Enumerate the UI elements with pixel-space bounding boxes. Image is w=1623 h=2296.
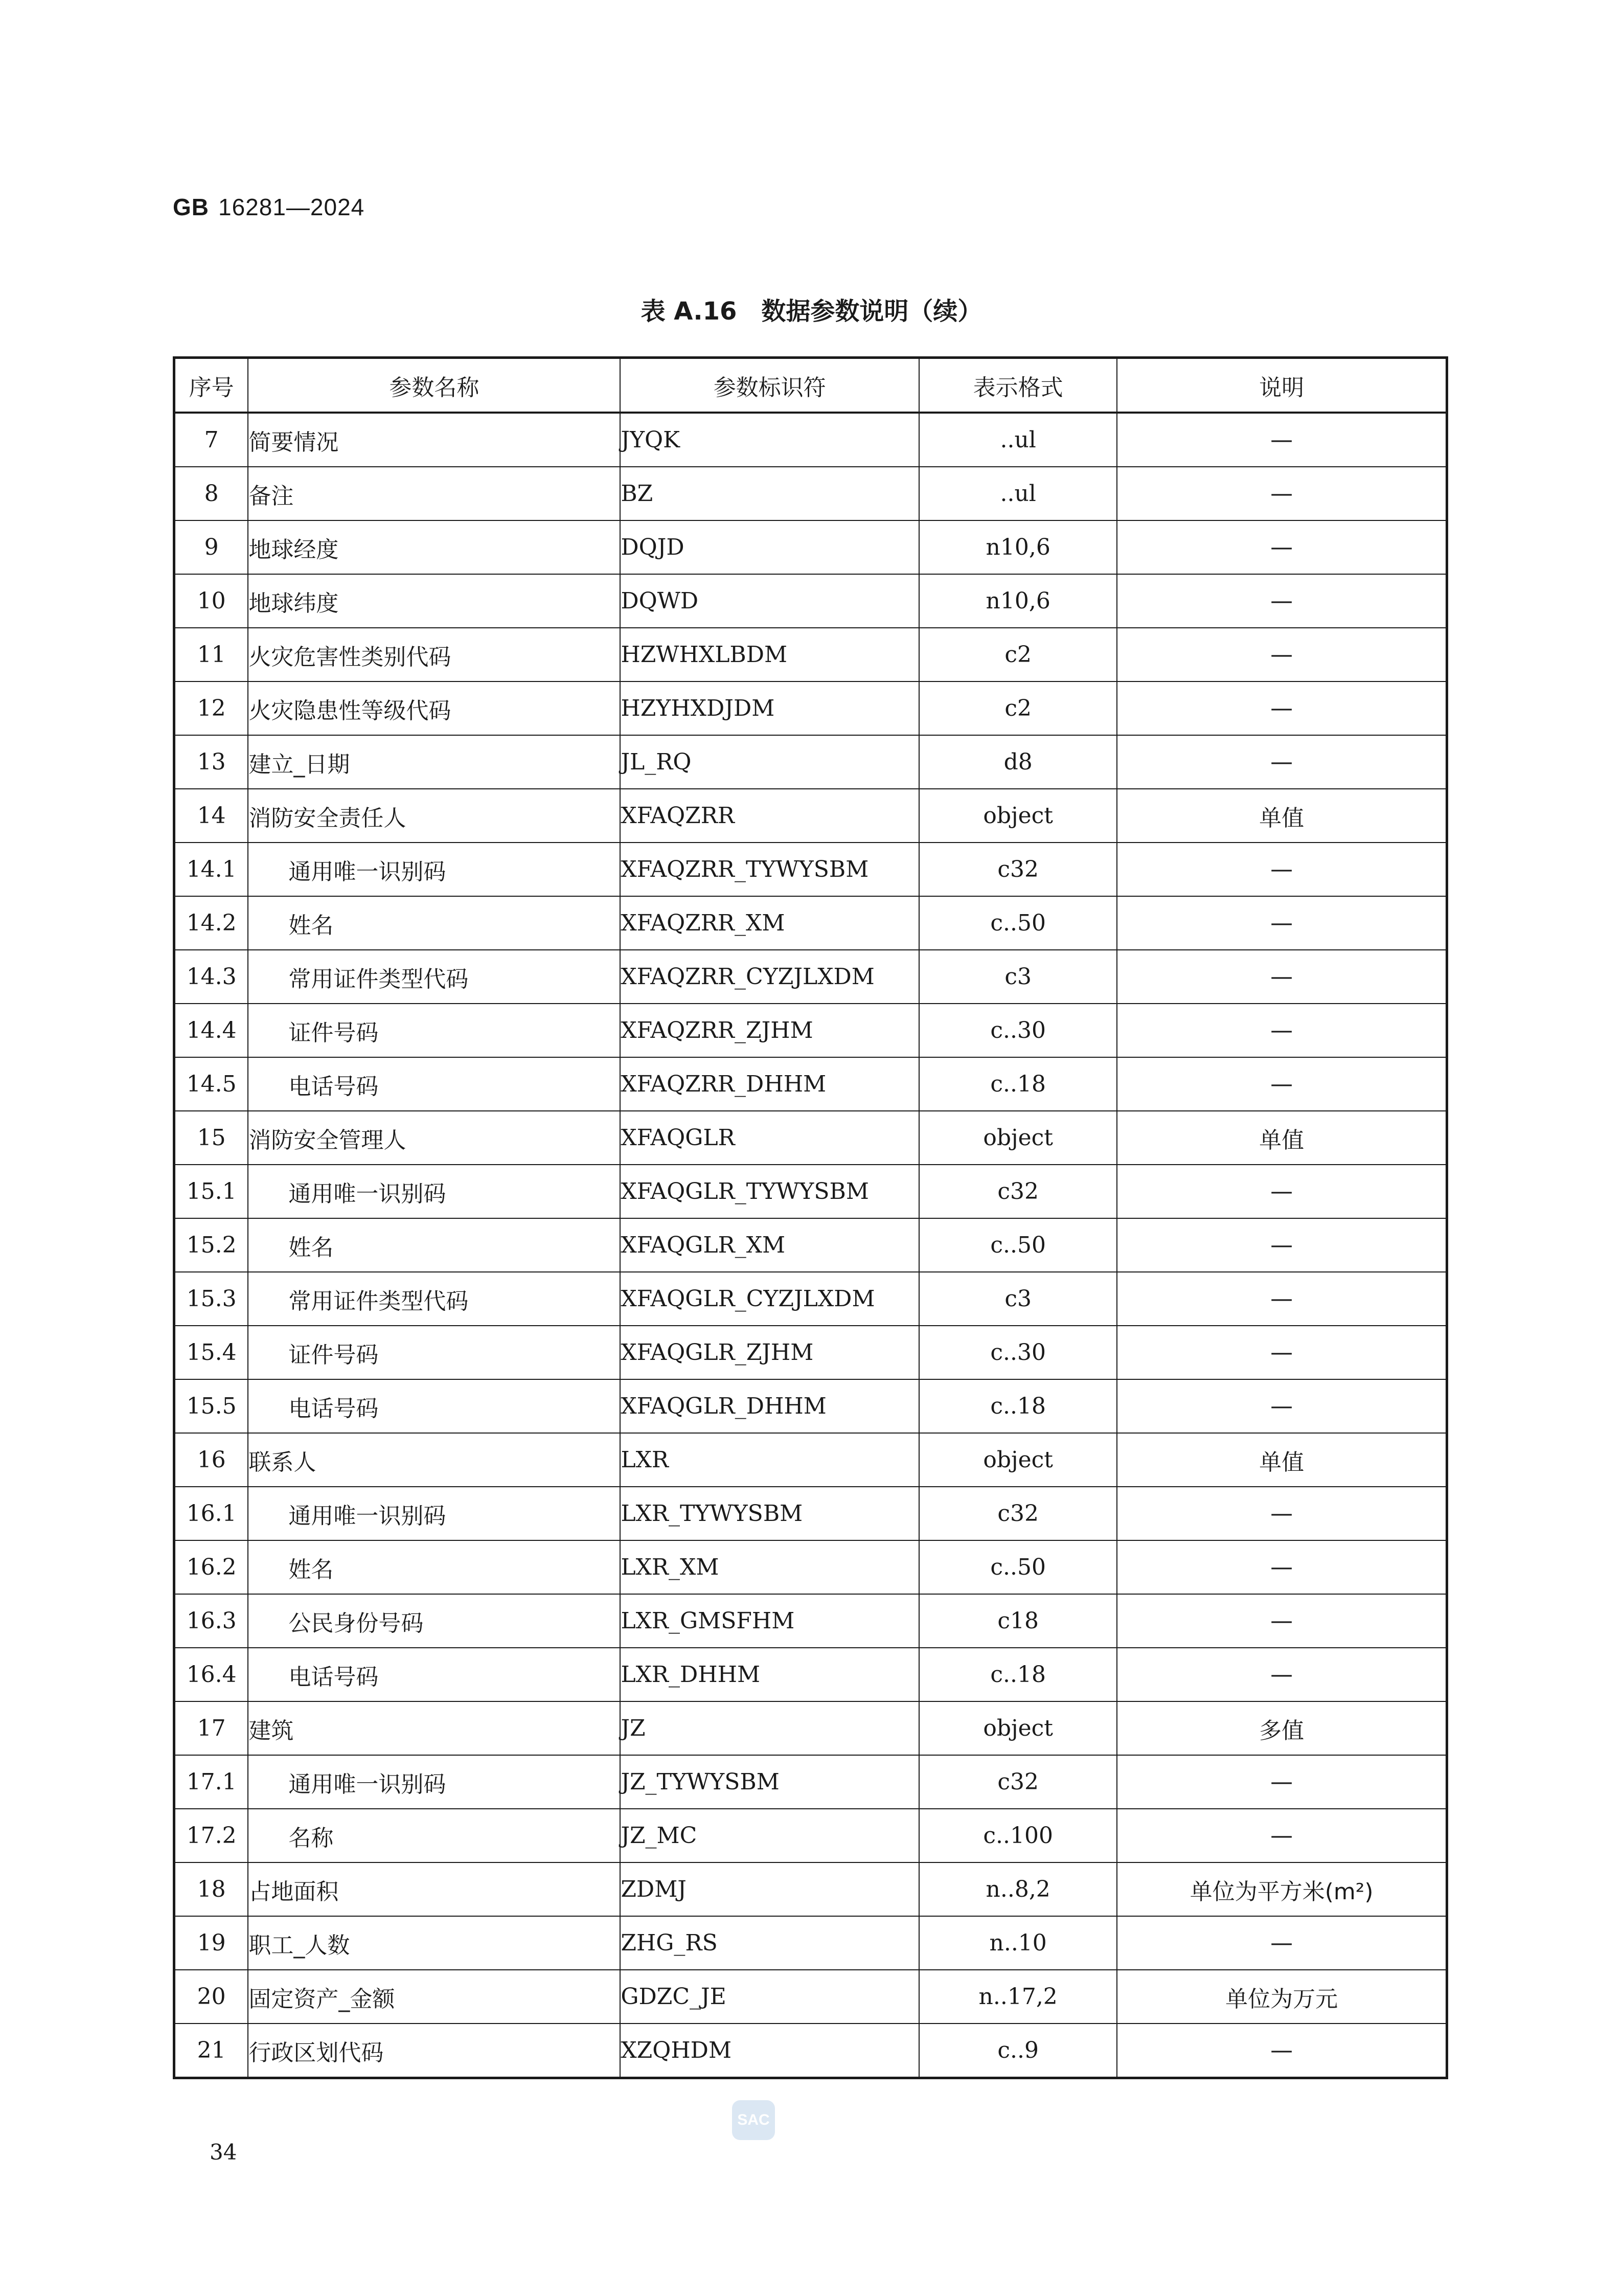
cell-format: n..17,2 — [919, 1970, 1117, 2024]
cell-identifier: LXR_TYWYSBM — [620, 1487, 919, 1540]
cell-identifier: LXR — [620, 1433, 919, 1487]
cell-description: — — [1117, 735, 1447, 789]
cell-seq: 16 — [174, 1433, 248, 1487]
cell-name: 通用唯一识别码 — [248, 843, 620, 896]
table-row — [174, 950, 1447, 1004]
table-row — [174, 413, 1447, 467]
cell-name: 简要情况 — [248, 413, 620, 467]
cell-identifier: BZ — [620, 467, 919, 520]
standard-code: GB — [173, 194, 209, 220]
cell-name: 建筑 — [248, 1701, 620, 1755]
cell-identifier: JYQK — [620, 413, 919, 467]
column-header-identifier: 参数标识符 — [620, 358, 919, 413]
cell-description: — — [1117, 2024, 1447, 2078]
table-row — [174, 1165, 1447, 1218]
cell-identifier: XFAQZRR_CYZJLXDM — [620, 950, 919, 1004]
table-row — [174, 1970, 1447, 2024]
table-row — [174, 735, 1447, 789]
cell-identifier: HZWHXLBDM — [620, 628, 919, 681]
cell-identifier: JZ — [620, 1701, 919, 1755]
cell-seq: 20 — [174, 1970, 248, 2024]
cell-format: c32 — [919, 1165, 1117, 1218]
table-row — [174, 1916, 1447, 1970]
table-row — [174, 1809, 1447, 1862]
page-number: 34 — [210, 2140, 237, 2165]
cell-description: — — [1117, 467, 1447, 520]
cell-name: 电话号码 — [248, 1648, 620, 1701]
cell-seq: 18 — [174, 1862, 248, 1916]
cell-seq: 17.1 — [174, 1755, 248, 1809]
cell-identifier: XFAQZRR_TYWYSBM — [620, 843, 919, 896]
table-row — [174, 1272, 1447, 1326]
table-row — [174, 1433, 1447, 1487]
cell-format: c..50 — [919, 1540, 1117, 1594]
cell-description: — — [1117, 1648, 1447, 1701]
table-row — [174, 843, 1447, 896]
cell-identifier: XFAQZRR_DHHM — [620, 1057, 919, 1111]
cell-format: c..30 — [919, 1004, 1117, 1057]
column-header-name: 参数名称 — [248, 358, 620, 413]
table-header — [174, 358, 1447, 413]
cell-description: — — [1117, 681, 1447, 735]
cell-name: 地球纬度 — [248, 574, 620, 628]
cell-format: n..8,2 — [919, 1862, 1117, 1916]
cell-identifier: JZ_TYWYSBM — [620, 1755, 919, 1809]
cell-description: 单值 — [1117, 789, 1447, 843]
standard-header — [173, 193, 364, 221]
table-row — [174, 574, 1447, 628]
cell-description: — — [1117, 1326, 1447, 1379]
cell-name: 消防安全责任人 — [248, 789, 620, 843]
table-row — [174, 681, 1447, 735]
cell-identifier: LXR_DHHM — [620, 1648, 919, 1701]
cell-format: c..50 — [919, 1218, 1117, 1272]
cell-name: 职工_人数 — [248, 1916, 620, 1970]
cell-format: ..ul — [919, 413, 1117, 467]
cell-format: object — [919, 1433, 1117, 1487]
cell-seq: 17.2 — [174, 1809, 248, 1862]
cell-format: ..ul — [919, 467, 1117, 520]
table-row — [174, 1648, 1447, 1701]
cell-seq: 14.2 — [174, 896, 248, 950]
table-row — [174, 1540, 1447, 1594]
table-row — [174, 1755, 1447, 1809]
table-row — [174, 896, 1447, 950]
cell-format: c2 — [919, 681, 1117, 735]
header-row — [174, 358, 1447, 413]
cell-identifier: ZHG_RS — [620, 1916, 919, 1970]
cell-description: — — [1117, 896, 1447, 950]
cell-seq: 15.2 — [174, 1218, 248, 1272]
table-row — [174, 789, 1447, 843]
cell-name: 火灾隐患性等级代码 — [248, 681, 620, 735]
cell-seq: 14.3 — [174, 950, 248, 1004]
cell-name: 通用唯一识别码 — [248, 1755, 620, 1809]
cell-identifier: ZDMJ — [620, 1862, 919, 1916]
cell-format: c..50 — [919, 896, 1117, 950]
cell-name: 消防安全管理人 — [248, 1111, 620, 1165]
cell-description: 多值 — [1117, 1701, 1447, 1755]
cell-description: 单位为平方米(m²) — [1117, 1862, 1447, 1916]
cell-name: 固定资产_金额 — [248, 1970, 620, 2024]
cell-seq: 12 — [174, 681, 248, 735]
cell-description: — — [1117, 1809, 1447, 1862]
cell-identifier: XFAQGLR_DHHM — [620, 1379, 919, 1433]
cell-name: 通用唯一识别码 — [248, 1165, 620, 1218]
cell-name: 备注 — [248, 467, 620, 520]
cell-description: — — [1117, 1379, 1447, 1433]
cell-format: n..10 — [919, 1916, 1117, 1970]
cell-name: 建立_日期 — [248, 735, 620, 789]
cell-seq: 14.4 — [174, 1004, 248, 1057]
cell-format: object — [919, 1111, 1117, 1165]
cell-format: c..100 — [919, 1809, 1117, 1862]
cell-seq: 7 — [174, 413, 248, 467]
standard-number: 16281—2024 — [218, 194, 365, 220]
cell-seq: 15.3 — [174, 1272, 248, 1326]
cell-format: c..18 — [919, 1057, 1117, 1111]
cell-description: — — [1117, 574, 1447, 628]
parameter-table — [173, 356, 1448, 2079]
cell-seq: 15.1 — [174, 1165, 248, 1218]
cell-description: — — [1117, 843, 1447, 896]
cell-description: — — [1117, 950, 1447, 1004]
table-row — [174, 1218, 1447, 1272]
cell-format: c32 — [919, 843, 1117, 896]
cell-format: object — [919, 1701, 1117, 1755]
column-header-description: 说明 — [1117, 358, 1447, 413]
table-row — [174, 1487, 1447, 1540]
cell-seq: 17 — [174, 1701, 248, 1755]
cell-seq: 19 — [174, 1916, 248, 1970]
cell-description: — — [1117, 628, 1447, 681]
cell-name: 电话号码 — [248, 1057, 620, 1111]
cell-format: c..18 — [919, 1648, 1117, 1701]
cell-seq: 11 — [174, 628, 248, 681]
cell-identifier: XZQHDM — [620, 2024, 919, 2078]
table-caption — [0, 291, 1623, 327]
cell-name: 名称 — [248, 1809, 620, 1862]
cell-description: 单位为万元 — [1117, 1970, 1447, 2024]
cell-identifier: DQJD — [620, 520, 919, 574]
table-row — [174, 520, 1447, 574]
cell-identifier: LXR_GMSFHM — [620, 1594, 919, 1648]
cell-description: — — [1117, 1594, 1447, 1648]
cell-name: 占地面积 — [248, 1862, 620, 1916]
table-row — [174, 1111, 1447, 1165]
cell-seq: 9 — [174, 520, 248, 574]
cell-seq: 16.4 — [174, 1648, 248, 1701]
cell-format: n10,6 — [919, 574, 1117, 628]
cell-identifier: XFAQGLR_ZJHM — [620, 1326, 919, 1379]
cell-seq: 14.1 — [174, 843, 248, 896]
cell-seq: 8 — [174, 467, 248, 520]
cell-identifier: HZYHXDJDM — [620, 681, 919, 735]
cell-seq: 14.5 — [174, 1057, 248, 1111]
cell-description: — — [1117, 1165, 1447, 1218]
cell-identifier: DQWD — [620, 574, 919, 628]
cell-format: c..18 — [919, 1379, 1117, 1433]
cell-seq: 15.4 — [174, 1326, 248, 1379]
sac-watermark-logo: SAC — [732, 2100, 775, 2140]
cell-format: c3 — [919, 1272, 1117, 1326]
cell-description: 单值 — [1117, 1111, 1447, 1165]
cell-seq: 16.3 — [174, 1594, 248, 1648]
table-row — [174, 1326, 1447, 1379]
table-row — [174, 1057, 1447, 1111]
cell-name: 常用证件类型代码 — [248, 1272, 620, 1326]
cell-seq: 16.2 — [174, 1540, 248, 1594]
cell-format: c2 — [919, 628, 1117, 681]
column-header-format: 表示格式 — [919, 358, 1117, 413]
table-body — [174, 413, 1447, 2078]
table-row — [174, 628, 1447, 681]
cell-seq: 10 — [174, 574, 248, 628]
cell-seq: 13 — [174, 735, 248, 789]
cell-seq: 14 — [174, 789, 248, 843]
table-row — [174, 2024, 1447, 2078]
table-row — [174, 1004, 1447, 1057]
cell-name: 联系人 — [248, 1433, 620, 1487]
cell-identifier: GDZC_JE — [620, 1970, 919, 2024]
cell-name: 地球经度 — [248, 520, 620, 574]
cell-description: — — [1117, 1755, 1447, 1809]
cell-identifier: XFAQZRR — [620, 789, 919, 843]
column-header-seq: 序号 — [174, 358, 248, 413]
cell-name: 姓名 — [248, 1218, 620, 1272]
cell-name: 证件号码 — [248, 1004, 620, 1057]
cell-name: 姓名 — [248, 896, 620, 950]
cell-name: 电话号码 — [248, 1379, 620, 1433]
cell-seq: 15.5 — [174, 1379, 248, 1433]
cell-format: n10,6 — [919, 520, 1117, 574]
cell-identifier: LXR_XM — [620, 1540, 919, 1594]
cell-description: — — [1117, 1540, 1447, 1594]
cell-description: — — [1117, 1272, 1447, 1326]
table-row — [174, 467, 1447, 520]
cell-identifier: JL_RQ — [620, 735, 919, 789]
cell-name: 常用证件类型代码 — [248, 950, 620, 1004]
cell-name: 姓名 — [248, 1540, 620, 1594]
cell-format: c..30 — [919, 1326, 1117, 1379]
cell-seq: 15 — [174, 1111, 248, 1165]
cell-description: — — [1117, 413, 1447, 467]
table-title: 数据参数说明（续） — [761, 297, 982, 326]
cell-identifier: XFAQZRR_ZJHM — [620, 1004, 919, 1057]
cell-identifier: XFAQZRR_XM — [620, 896, 919, 950]
cell-description: — — [1117, 1004, 1447, 1057]
cell-identifier: XFAQGLR_XM — [620, 1218, 919, 1272]
cell-name: 通用唯一识别码 — [248, 1487, 620, 1540]
table-row — [174, 1701, 1447, 1755]
cell-format: c..9 — [919, 2024, 1117, 2078]
cell-seq: 16.1 — [174, 1487, 248, 1540]
cell-description: — — [1117, 520, 1447, 574]
cell-name: 行政区划代码 — [248, 2024, 620, 2078]
table-row — [174, 1594, 1447, 1648]
cell-format: c3 — [919, 950, 1117, 1004]
cell-description: — — [1117, 1218, 1447, 1272]
table-id: 表 A.16 — [641, 297, 737, 326]
table-row — [174, 1862, 1447, 1916]
cell-format: c32 — [919, 1487, 1117, 1540]
cell-description: — — [1117, 1487, 1447, 1540]
cell-format: c32 — [919, 1755, 1117, 1809]
cell-description: — — [1117, 1057, 1447, 1111]
cell-description: 单值 — [1117, 1433, 1447, 1487]
cell-format: object — [919, 789, 1117, 843]
cell-format: d8 — [919, 735, 1117, 789]
cell-format: c18 — [919, 1594, 1117, 1648]
cell-identifier: JZ_MC — [620, 1809, 919, 1862]
table-row — [174, 1379, 1447, 1433]
cell-identifier: XFAQGLR_TYWYSBM — [620, 1165, 919, 1218]
cell-identifier: XFAQGLR — [620, 1111, 919, 1165]
cell-description: — — [1117, 1916, 1447, 1970]
cell-name: 火灾危害性类别代码 — [248, 628, 620, 681]
cell-name: 证件号码 — [248, 1326, 620, 1379]
cell-name: 公民身份号码 — [248, 1594, 620, 1648]
cell-identifier: XFAQGLR_CYZJLXDM — [620, 1272, 919, 1326]
cell-seq: 21 — [174, 2024, 248, 2078]
